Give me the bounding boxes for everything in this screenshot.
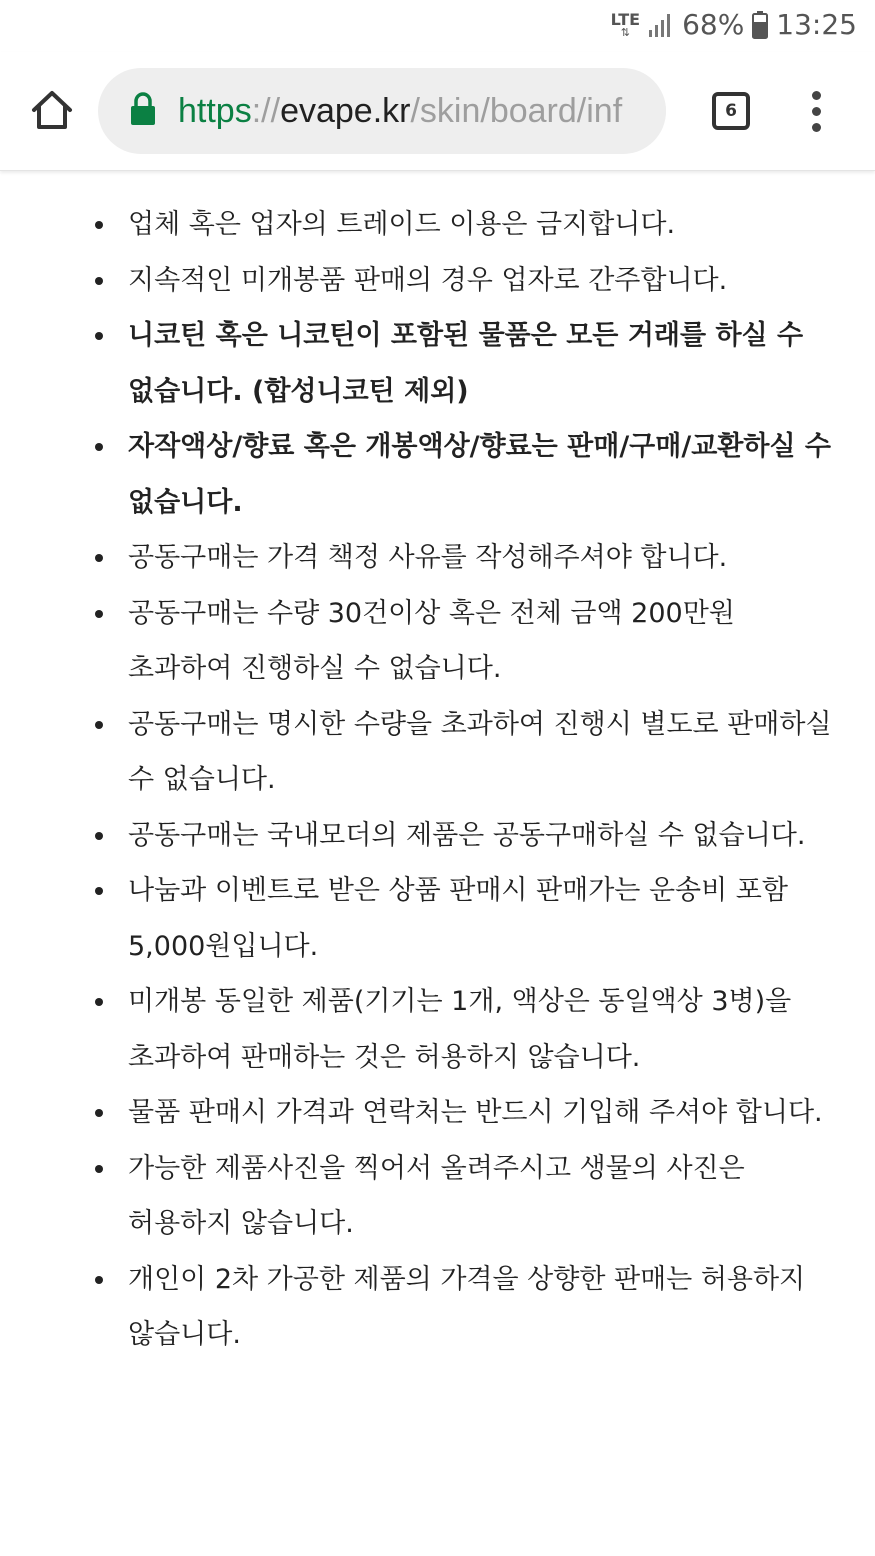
status-indicators [611, 8, 857, 41]
bullet-icon [95, 998, 103, 1006]
overflow-menu-button[interactable] [796, 78, 836, 144]
browser-toolbar [0, 52, 875, 171]
rule-text: 공동구매는 명시한 수량을 초과하여 진행시 별도로 판매하실 수 없습니다. [128, 708, 832, 795]
rule-text: 나눔과 이벤트로 받은 상품 판매시 판매가는 운송비 포함 5,000원입니다. [128, 875, 788, 962]
url-host: evape.kr [280, 92, 411, 130]
page-content [0, 171, 875, 1363]
rule-item [128, 586, 845, 697]
bullet-icon [95, 721, 103, 729]
home-icon [30, 89, 74, 131]
rule-item [128, 1252, 845, 1363]
rule-item [128, 419, 845, 530]
bullet-icon [95, 277, 103, 285]
rule-item [128, 974, 845, 1085]
rule-text: 니코틴 혹은 니코틴이 포함된 물품은 모든 거래를 하실 수 없습니다. (합성니코틴 제외) [128, 320, 804, 407]
battery-icon [752, 11, 768, 39]
menu-dot-icon [812, 91, 821, 100]
url-scheme: https [178, 92, 252, 130]
bullet-icon [95, 887, 103, 895]
rule-item [128, 308, 845, 419]
rule-text: 미개봉 동일한 제품(기기는 1개, 액상은 동일액상 3병)을 초과하여 판매하는 것은 허용하지 않습니다. [128, 986, 792, 1073]
rule-item [128, 253, 845, 309]
menu-dot-icon [812, 123, 821, 132]
rule-text: 개인이 2차 가공한 제품의 가격을 상향한 판매는 허용하지 않습니다. [128, 1263, 806, 1350]
rule-item [128, 1141, 845, 1252]
url-text [178, 68, 622, 154]
bullet-icon [95, 554, 103, 562]
rule-text: 공동구매는 국내모더의 제품은 공동구매하실 수 없습니다. [128, 819, 806, 851]
rule-text: 가능한 제품사진을 찍어서 올려주시고 생물의 사진은 허용하지 않습니다. [128, 1152, 745, 1239]
clock: 13:25 [776, 8, 857, 41]
network-type: LTE [610, 9, 641, 29]
rule-item [128, 863, 845, 974]
tab-switcher-button[interactable] [706, 88, 752, 134]
rule-item [128, 697, 845, 808]
bullet-icon [95, 1109, 103, 1117]
bullet-icon [95, 1165, 103, 1173]
rule-item [128, 808, 845, 864]
url-separator: :// [251, 92, 281, 130]
bullet-icon [95, 221, 103, 229]
bullet-icon [95, 443, 103, 451]
url-fade [638, 68, 666, 154]
rule-item [128, 197, 845, 253]
rule-item [128, 530, 845, 586]
rules-list [0, 171, 875, 1363]
status-bar [0, 0, 875, 52]
rule-text: 공동구매는 수량 30건이상 혹은 전체 금액 200만원 초과하여 진행하실 수 없습니다. [128, 597, 735, 684]
tab-count: 6 [712, 92, 750, 130]
home-button[interactable] [22, 80, 82, 140]
rule-item [128, 1085, 845, 1141]
rule-text: 자작액상/향료 혹은 개봉액상/향료는 판매/구매/교환하실 수 없습니다. [128, 431, 832, 518]
url-bar[interactable] [98, 68, 666, 154]
battery-percent: 68% [682, 8, 745, 41]
signal-icon [648, 12, 674, 38]
url-path: /skin/board/inf [410, 92, 623, 130]
bullet-icon [95, 832, 103, 840]
rule-text: 지속적인 미개봉품 판매의 경우 업자로 간주합니다. [128, 264, 728, 296]
lock-icon [130, 92, 156, 126]
data-arrows-icon: ⇅ [620, 25, 630, 39]
bullet-icon [95, 332, 103, 340]
rule-text: 공동구매는 가격 책정 사유를 작성해주셔야 합니다. [128, 542, 728, 573]
rule-text: 업체 혹은 업자의 트레이드 이용은 금지합니다. [128, 209, 676, 240]
bullet-icon [95, 1276, 103, 1284]
menu-dot-icon [812, 107, 821, 116]
rule-text: 물품 판매시 가격과 연락처는 반드시 기입해 주셔야 합니다. [128, 1097, 823, 1128]
lte-icon [610, 9, 641, 39]
bullet-icon [95, 610, 103, 618]
